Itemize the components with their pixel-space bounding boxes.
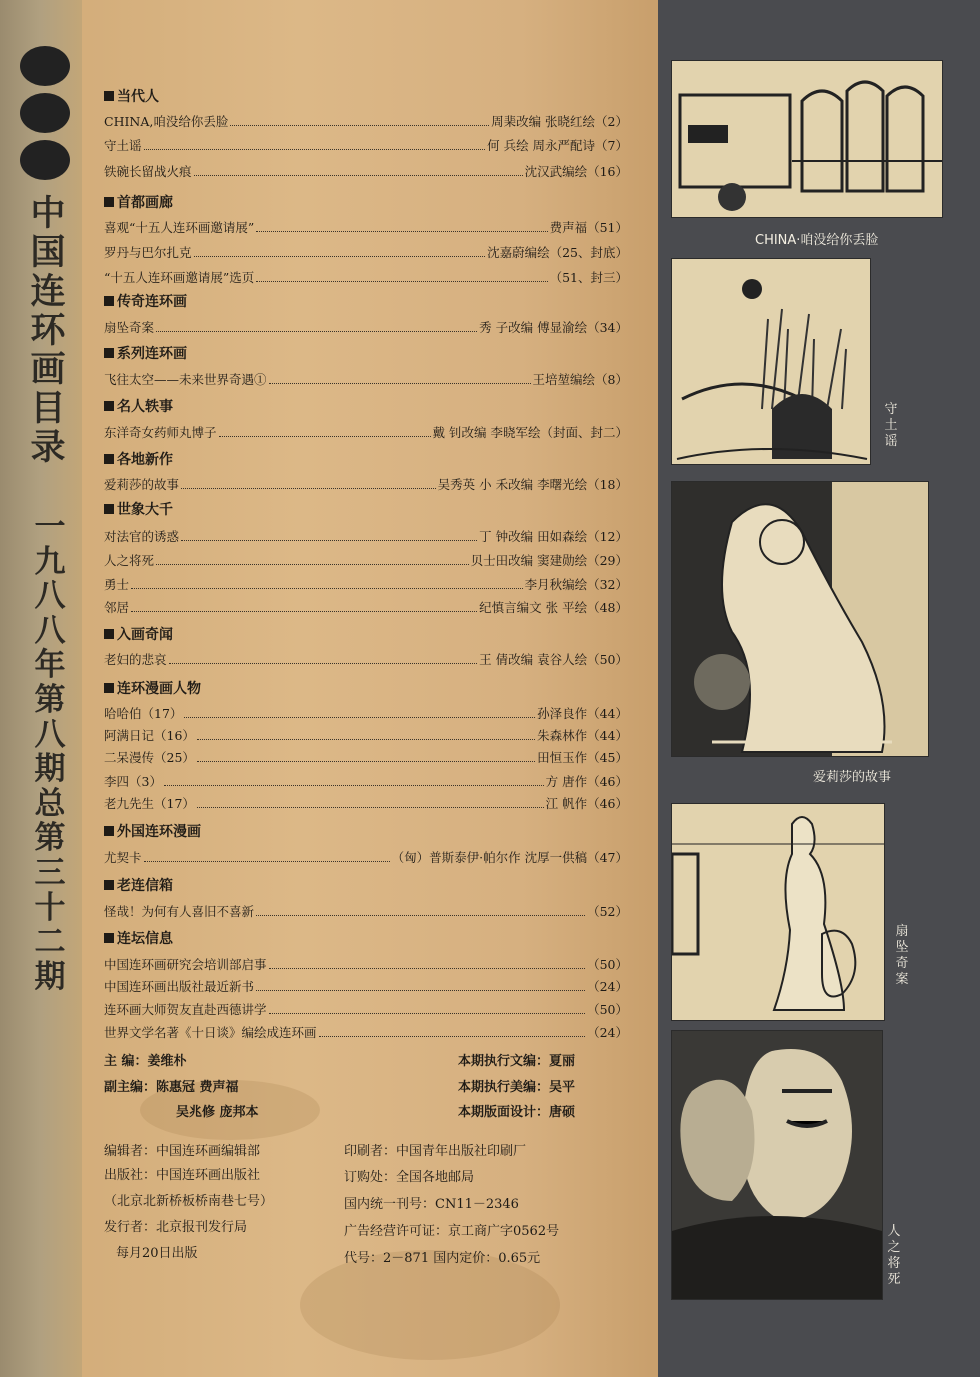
entry-title: 阿满日记（16） bbox=[104, 728, 195, 743]
entry-credit: 江 帆作（46） bbox=[545, 796, 628, 811]
entry-credit: 贝士田改编 窦建勋绘（29） bbox=[470, 553, 628, 568]
black-dot-icon bbox=[20, 140, 70, 180]
section-heading bbox=[104, 343, 187, 363]
section-heading bbox=[104, 875, 173, 895]
ad-license: 广告经营许可证：京工商广字0562号 bbox=[344, 1224, 560, 1239]
publishing-frequency: 每月20日出版 bbox=[116, 1246, 198, 1261]
entry-credit: （匈）普斯泰伊·帕尔作 沈厚一供稿（47） bbox=[391, 850, 628, 865]
entry-title: 东洋奇女药师丸博子 bbox=[104, 425, 217, 440]
section-title: 外国连环漫画 bbox=[117, 824, 201, 840]
entry-credit: （50） bbox=[587, 957, 628, 972]
toc-entry bbox=[104, 551, 628, 569]
entry-title: 中国连环画出版社最近新书 bbox=[104, 979, 255, 994]
toc-entry bbox=[104, 650, 628, 668]
square-bullet-icon bbox=[104, 933, 114, 943]
square-bullet-icon bbox=[104, 683, 114, 693]
section-title: 入画奇闻 bbox=[117, 627, 173, 643]
section-heading bbox=[104, 624, 173, 644]
dot-leader bbox=[197, 731, 535, 740]
entry-title: CHINA,咱没给你丢脸 bbox=[104, 114, 229, 129]
entry-title: 勇士 bbox=[104, 577, 130, 592]
issn: 国内统一刊号：CN11－2346 bbox=[344, 1197, 519, 1212]
caption-2: 守土谣 bbox=[884, 402, 898, 449]
exec-art-editor: 本期执行美编：吴平 bbox=[458, 1080, 576, 1095]
square-bullet-icon bbox=[104, 454, 114, 464]
toc-entry bbox=[104, 1023, 628, 1041]
entry-title: 世界文学名著《十日谈》编绘成连环画 bbox=[104, 1025, 317, 1040]
entry-credit: 纪慎言编文 张 平绘（48） bbox=[479, 600, 628, 615]
entry-credit: 沈汉武编绘（16） bbox=[524, 164, 628, 179]
editor-org: 编辑者：中国连环画编辑部 bbox=[104, 1144, 261, 1159]
truck-workers-illustration bbox=[671, 60, 943, 218]
entry-title: 老妇的悲哀 bbox=[104, 652, 167, 667]
entry-credit: （52） bbox=[587, 904, 628, 919]
toc-entry bbox=[104, 726, 628, 744]
entry-credit: 田恒玉作（45） bbox=[537, 750, 628, 765]
entry-credit: 丁 钟改编 田如森绘（12） bbox=[479, 529, 628, 544]
section-title: 世象大千 bbox=[117, 502, 173, 518]
dot-leader bbox=[269, 960, 586, 969]
section-title: 首都画廊 bbox=[117, 195, 173, 211]
section-title: 连环漫画人物 bbox=[117, 681, 201, 697]
entry-credit: 朱森林作（44） bbox=[537, 728, 628, 743]
toc-entry bbox=[104, 162, 628, 180]
dot-leader bbox=[131, 603, 477, 612]
toc-entry bbox=[104, 318, 628, 336]
toc-entry bbox=[104, 848, 628, 866]
square-bullet-icon bbox=[104, 880, 114, 890]
entry-title: 连环画大师贺友直赴西德讲学 bbox=[104, 1002, 267, 1017]
square-bullet-icon bbox=[104, 296, 114, 306]
toc-entry bbox=[104, 794, 628, 812]
ancient-lady-illustration bbox=[671, 803, 885, 1021]
section-heading bbox=[104, 821, 201, 841]
entry-title: 喜观“十五人连环画邀请展” bbox=[104, 220, 255, 235]
entry-title: 哈哈伯（17） bbox=[104, 706, 183, 721]
dot-leader bbox=[156, 323, 477, 332]
toc-entry bbox=[104, 575, 628, 593]
printer: 印刷者：中国青年出版社印刷厂 bbox=[344, 1144, 527, 1159]
entry-credit: 戴 钊改编 李晓军绘（封面、封二） bbox=[432, 425, 628, 440]
square-bullet-icon bbox=[104, 348, 114, 358]
section-title: 名人轶事 bbox=[117, 399, 173, 415]
code-price: 代号：2－871 国内定价：0.65元 bbox=[344, 1251, 541, 1266]
entry-title: “十五人连环画邀请展”选页 bbox=[104, 270, 255, 285]
entry-credit: 王 倩改编 袁谷人绘（50） bbox=[479, 652, 628, 667]
section-title: 系列连环画 bbox=[117, 346, 187, 362]
entry-title: 爱莉莎的故事 bbox=[104, 477, 180, 492]
entry-credit: 李月秋编绘（32） bbox=[524, 577, 628, 592]
entry-credit: （50） bbox=[587, 1002, 628, 1017]
dot-leader bbox=[219, 428, 431, 437]
caption-5: 人之将死 bbox=[887, 1224, 901, 1287]
section-title: 各地新作 bbox=[117, 452, 173, 468]
section-title: 老连信箱 bbox=[117, 878, 173, 894]
dot-leader bbox=[181, 532, 477, 541]
publisher: 出版社：中国连环画出版社 bbox=[104, 1168, 261, 1183]
dot-leader bbox=[230, 117, 489, 126]
entry-title: 邻居 bbox=[104, 600, 130, 615]
toc-entry bbox=[104, 370, 628, 388]
dot-leader bbox=[184, 709, 535, 718]
square-bullet-icon bbox=[104, 629, 114, 639]
dot-leader bbox=[197, 753, 535, 762]
paper-stain bbox=[300, 1250, 560, 1360]
toc-entry bbox=[104, 748, 628, 766]
dot-leader bbox=[269, 1005, 586, 1014]
dot-leader bbox=[256, 273, 547, 282]
entry-title: 老九先生（17） bbox=[104, 796, 195, 811]
section-heading bbox=[104, 192, 173, 212]
dot-leader bbox=[156, 556, 469, 565]
toc-entry bbox=[104, 772, 628, 790]
subscription: 订购处：全国各地邮局 bbox=[344, 1170, 475, 1185]
square-bullet-icon bbox=[104, 504, 114, 514]
section-heading bbox=[104, 499, 173, 519]
square-bullet-icon bbox=[104, 197, 114, 207]
dot-leader bbox=[319, 1028, 586, 1037]
entry-credit: 何 兵绘 周永严配诗（7） bbox=[487, 138, 628, 153]
toc-entry bbox=[104, 598, 628, 616]
entry-credit: 王培堃编绘（8） bbox=[532, 372, 628, 387]
section-heading bbox=[104, 86, 159, 106]
square-bullet-icon bbox=[104, 826, 114, 836]
distributor: 发行者：北京报刊发行局 bbox=[104, 1220, 248, 1235]
entry-title: 铁碗长留战火痕 bbox=[104, 164, 192, 179]
dot-leader bbox=[194, 248, 486, 257]
entry-title: 怪哉！为何有人喜旧不喜新 bbox=[104, 904, 255, 919]
entry-title: 对法官的诱惑 bbox=[104, 529, 180, 544]
entry-title: 人之将死 bbox=[104, 553, 155, 568]
vertical-title: 中国连环画目录 bbox=[30, 194, 66, 468]
entry-title: 李四（3） bbox=[104, 774, 162, 789]
toc-entry bbox=[104, 955, 628, 973]
entry-title: 扇坠奇案 bbox=[104, 320, 155, 335]
dot-leader bbox=[269, 375, 531, 384]
section-heading bbox=[104, 449, 173, 469]
toc-entry bbox=[104, 218, 628, 236]
dot-leader bbox=[256, 907, 585, 916]
deputy-editors-2: 吴兆修 庞邦本 bbox=[176, 1105, 259, 1120]
dot-leader bbox=[197, 799, 544, 808]
caption-1: CHINA·咱没给你丢脸 bbox=[755, 233, 879, 248]
chief-editor: 主 编：姜维朴 bbox=[104, 1054, 187, 1069]
section-heading bbox=[104, 928, 173, 948]
dot-leader bbox=[256, 982, 585, 991]
entry-title: 尤契卡 bbox=[104, 850, 142, 865]
dot-leader bbox=[169, 655, 478, 664]
entry-credit: 秀 子改编 傅显渝绘（34） bbox=[479, 320, 628, 335]
toc-entry bbox=[104, 423, 628, 441]
vertical-issue: 一九八八年第八期总第三十二期 bbox=[34, 509, 66, 995]
toc-entry bbox=[104, 902, 628, 920]
toc-entry bbox=[104, 136, 628, 154]
entry-credit: 周棐改编 张晓红绘（2） bbox=[491, 114, 628, 129]
entry-credit: （51、封三） bbox=[549, 270, 628, 285]
entry-title: 中国连环画研究会培训部启事 bbox=[104, 957, 267, 972]
dot-leader bbox=[181, 480, 436, 489]
dot-leader bbox=[144, 853, 390, 862]
toc-entry bbox=[104, 977, 628, 995]
dot-leader bbox=[131, 580, 523, 589]
caption-3: 爱莉莎的故事 bbox=[813, 770, 892, 785]
toc-entry bbox=[104, 475, 628, 493]
dot-leader bbox=[144, 141, 486, 150]
section-title: 连坛信息 bbox=[117, 931, 173, 947]
toc-entry bbox=[104, 704, 628, 722]
dot-leader bbox=[194, 167, 523, 176]
entry-credit: 费声福（51） bbox=[549, 220, 628, 235]
entry-credit: （24） bbox=[587, 1025, 628, 1040]
publisher-address: （北京北新桥板桥南巷七号） bbox=[104, 1194, 274, 1209]
soldier-grass-illustration bbox=[671, 258, 871, 465]
exec-text-editor: 本期执行文编：夏丽 bbox=[458, 1054, 576, 1069]
entry-credit: （24） bbox=[587, 979, 628, 994]
deputy-editors: 副主编：陈惠冠 费声福 bbox=[104, 1080, 239, 1095]
black-dot-icon bbox=[20, 93, 70, 133]
section-heading bbox=[104, 678, 201, 698]
dot-leader bbox=[164, 777, 544, 786]
toc-entry bbox=[104, 243, 628, 261]
entry-credit: 孙泽良作（44） bbox=[537, 706, 628, 721]
layout-designer: 本期版面设计：唐硕 bbox=[458, 1105, 576, 1120]
toc-entry bbox=[104, 112, 628, 130]
entry-title: 守土谣 bbox=[104, 138, 142, 153]
entry-credit: 吴秀英 小 禾改编 李曙光绘（18） bbox=[437, 477, 628, 492]
entry-title: 罗丹与巴尔扎克 bbox=[104, 245, 192, 260]
black-dot-icon bbox=[20, 46, 70, 86]
dot-leader bbox=[256, 223, 547, 232]
toc-entry bbox=[104, 1000, 628, 1018]
entry-credit: 方 唐作（46） bbox=[545, 774, 628, 789]
woman-shawl-illustration bbox=[671, 481, 929, 757]
illustration-column bbox=[658, 0, 980, 1377]
toc-entry bbox=[104, 527, 628, 545]
section-title: 传奇连环画 bbox=[117, 294, 187, 310]
entry-title: 二呆漫传（25） bbox=[104, 750, 195, 765]
toc-entry bbox=[104, 268, 628, 286]
caption-4: 扇坠奇案 bbox=[895, 924, 909, 987]
section-title: 当代人 bbox=[117, 89, 159, 105]
square-bullet-icon bbox=[104, 401, 114, 411]
section-heading bbox=[104, 396, 173, 416]
square-bullet-icon bbox=[104, 91, 114, 101]
entry-title: 飞往太空——未来世界奇遇① bbox=[104, 372, 267, 387]
section-heading bbox=[104, 291, 187, 311]
entry-credit: 沈嘉蔚编绘（25、封底） bbox=[487, 245, 628, 260]
old-man-dog-illustration bbox=[671, 1030, 883, 1300]
